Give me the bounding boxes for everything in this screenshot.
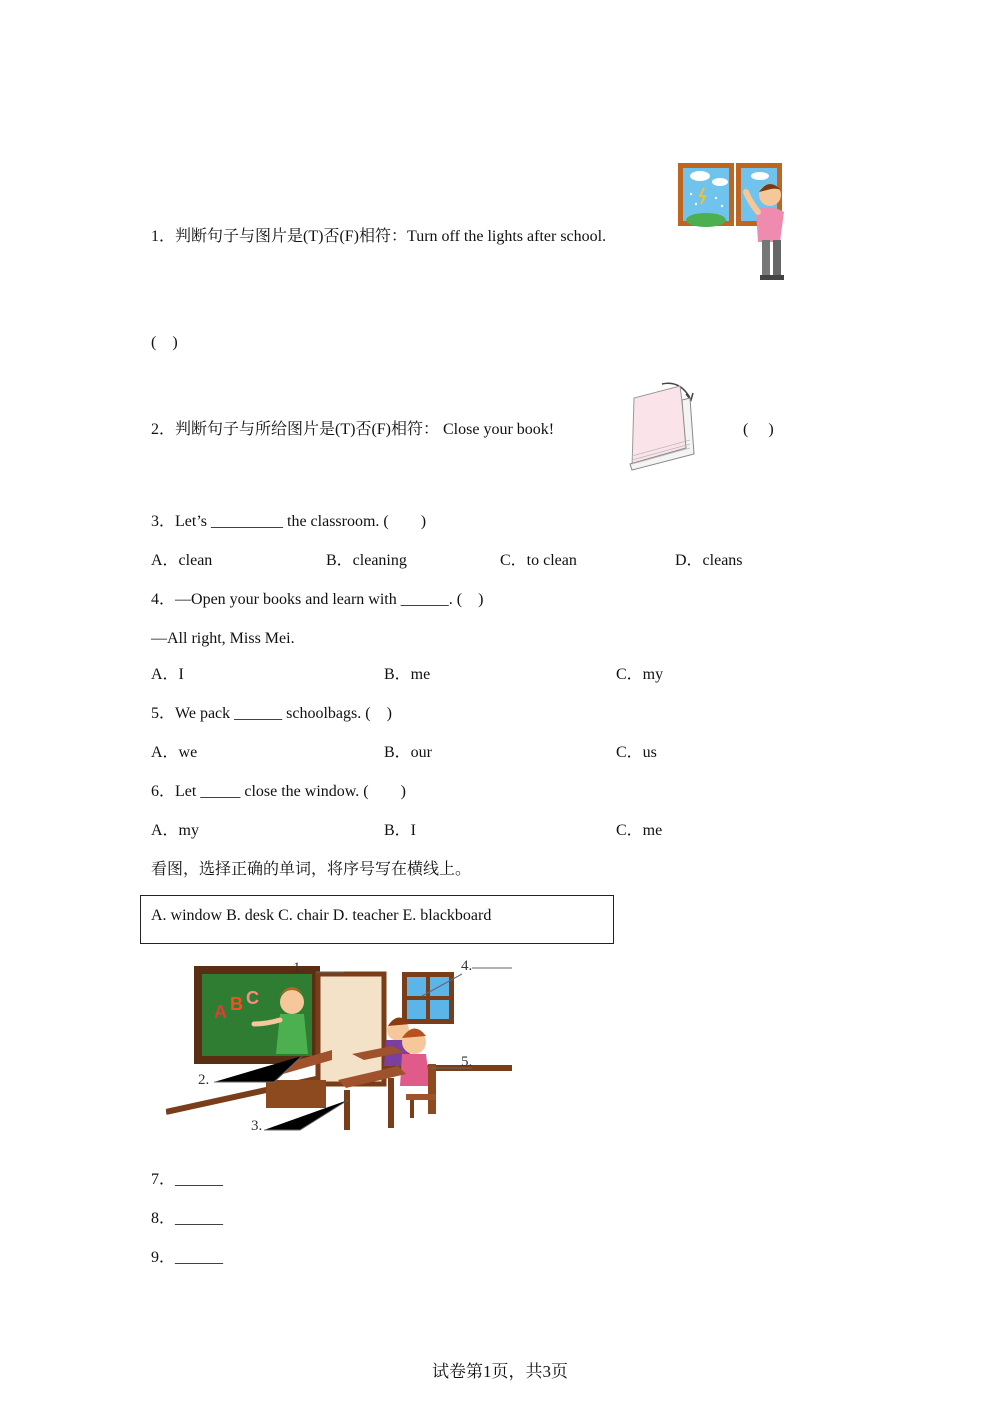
option-b[interactable]: B．cleaning <box>326 552 407 569</box>
chair <box>428 1064 436 1114</box>
option-b[interactable]: B．our <box>384 744 433 761</box>
question-number: 1． <box>151 228 176 245</box>
option-c[interactable]: C．us <box>616 744 657 761</box>
board-letter: A <box>214 1002 227 1022</box>
question-1 <box>151 227 606 247</box>
option-b[interactable]: B．I <box>384 822 417 839</box>
option-a[interactable]: A．I <box>151 666 184 683</box>
board-letter: B <box>230 994 243 1014</box>
page-footer: 试卷第1页，共3页 <box>432 1362 568 1381</box>
question-number: 3． <box>151 513 176 530</box>
label-3: 3. <box>251 1118 263 1134</box>
question-6 <box>151 782 406 802</box>
door <box>318 974 384 1084</box>
question-2-answer-bracket[interactable]: ( ) <box>743 421 774 438</box>
option-c[interactable]: C．me <box>616 822 663 839</box>
answer-blank-9[interactable]: 9．______ <box>151 1249 224 1266</box>
label-4: 4. <box>461 958 473 974</box>
board-letter: C <box>246 988 259 1008</box>
question-1-answer-bracket[interactable]: ( ) <box>151 334 178 351</box>
boy-shirt <box>400 1054 430 1086</box>
answer-blank-8[interactable]: 8．______ <box>151 1210 224 1227</box>
question-text: Let’s _________ the classroom. ( ) <box>175 513 427 530</box>
option-c[interactable]: C．my <box>616 666 664 683</box>
question-number: 5． <box>151 705 176 722</box>
question-number: 4． <box>151 591 176 608</box>
label-2: 2. <box>198 1072 210 1088</box>
word-bank: A. window B. desk C. chair D. teacher E. blackboard <box>151 907 492 924</box>
option-a[interactable]: A．we <box>151 744 198 761</box>
question-text: Let _____ close the window. ( ) <box>175 783 406 800</box>
question-2 <box>151 420 554 440</box>
question-number: 2． <box>151 421 176 438</box>
option-a[interactable]: A．clean <box>151 552 213 569</box>
option-b[interactable]: B．me <box>384 666 431 683</box>
option-d[interactable]: D．cleans <box>675 552 743 569</box>
classroom-illustration <box>166 944 512 1138</box>
question-text: 判断句子与图片是(T)否(F)相符：Turn off the lights after school. <box>175 228 607 245</box>
question-3 <box>151 512 426 532</box>
label-1: 1. <box>293 960 305 976</box>
label-5: 5. <box>461 1054 473 1070</box>
question-text: We pack ______ schoolbags. ( ) <box>175 705 392 722</box>
question-text: —Open your books and learn with ______. ( ) <box>175 591 484 608</box>
question-number: 6． <box>151 783 176 800</box>
question-4-reply: —All right, Miss Mei. <box>151 630 295 647</box>
answer-blank-7[interactable]: 7．______ <box>151 1171 224 1188</box>
option-a[interactable]: A．my <box>151 822 200 839</box>
boy-closing-window-illustration <box>676 160 798 285</box>
teacher-head <box>280 990 304 1014</box>
section-instruction: 看图，选择正确的单词，将序号写在横线上。 <box>151 861 472 878</box>
question-text: 判断句子与所给图片是(T)否(F)相符： Close your book! <box>175 421 555 438</box>
question-4 <box>151 590 483 610</box>
question-5 <box>151 704 392 724</box>
option-c[interactable]: C．to clean <box>500 552 577 569</box>
closing-book-illustration <box>626 376 702 472</box>
